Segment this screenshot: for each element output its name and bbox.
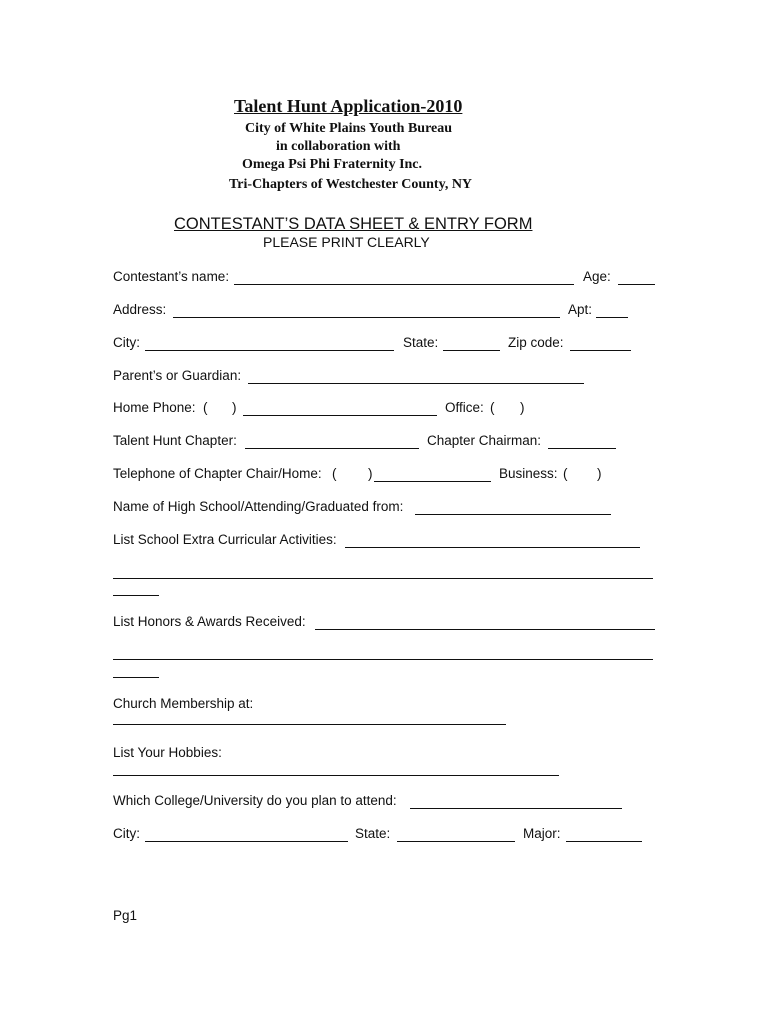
college-state-field[interactable]: [397, 841, 515, 842]
form-title: CONTESTANT’S DATA SHEET & ENTRY FORM: [174, 215, 533, 233]
header-line-chapters: Tri-Chapters of Westchester County, NY: [229, 177, 473, 192]
chapter-chairman-field[interactable]: [548, 448, 616, 449]
parent-guardian-label: Parent’s or Guardian:: [113, 368, 242, 383]
church-membership-label: Church Membership at:: [113, 696, 254, 711]
age-field[interactable]: [618, 284, 655, 285]
college-city-label: City:: [113, 826, 140, 841]
talent-hunt-chapter-field[interactable]: [245, 448, 419, 449]
apt-label: Apt:: [568, 302, 593, 317]
parent-guardian-field[interactable]: [248, 383, 584, 384]
high-school-label: Name of High School/Attending/Graduated from:: [113, 499, 404, 514]
extracurricular-label: List School Extra Curricular Activities:: [113, 532, 337, 547]
home-phone-field[interactable]: [243, 415, 437, 416]
college-city-field[interactable]: [145, 841, 348, 842]
zip-code-label: Zip code:: [508, 335, 564, 350]
page-number: Pg1: [113, 908, 138, 923]
college-field[interactable]: [410, 808, 622, 809]
state-label: State:: [403, 335, 439, 350]
extracurricular-field[interactable]: [345, 547, 640, 548]
business-area-close: ): [597, 466, 602, 481]
college-label: Which College/University do you plan to attend:: [113, 793, 397, 808]
church-membership-field[interactable]: [113, 724, 506, 725]
talent-hunt-chapter-label: Talent Hunt Chapter:: [113, 433, 237, 448]
hobbies-label: List Your Hobbies:: [113, 745, 222, 760]
chapter-chair-phone-field[interactable]: [374, 481, 491, 482]
apt-field[interactable]: [596, 317, 628, 318]
zip-code-field[interactable]: [570, 350, 631, 351]
application-title: Talent Hunt Application-2010: [234, 96, 463, 116]
state-field[interactable]: [443, 350, 500, 351]
header-line-organizer: City of White Plains Youth Bureau: [245, 121, 453, 136]
header-line-collaboration: in collaboration with: [276, 139, 401, 154]
chapter-chair-area-open: (: [332, 466, 337, 481]
address-label: Address:: [113, 302, 167, 317]
college-state-label: State:: [355, 826, 391, 841]
business-label: Business:: [499, 466, 558, 481]
major-field[interactable]: [566, 841, 642, 842]
office-area-open: (: [490, 400, 495, 415]
office-label: Office:: [445, 400, 484, 415]
city-label: City:: [113, 335, 140, 350]
form-subtitle: PLEASE PRINT CLEARLY: [263, 234, 430, 250]
chapter-chairman-label: Chapter Chairman:: [427, 433, 542, 448]
hobbies-field[interactable]: [113, 775, 559, 776]
honors-awards-field[interactable]: [315, 629, 655, 630]
honors-awards-label: List Honors & Awards Received:: [113, 614, 306, 629]
high-school-field[interactable]: [415, 514, 611, 515]
home-phone-area-open: (: [203, 400, 208, 415]
chapter-chair-phone-label: Telephone of Chapter Chair/Home:: [113, 466, 322, 481]
honors-awards-line-3[interactable]: [113, 677, 159, 678]
chapter-chair-area-close: ): [368, 466, 373, 481]
major-label: Major:: [523, 826, 561, 841]
address-field[interactable]: [173, 317, 560, 318]
age-label: Age:: [583, 269, 611, 284]
home-phone-area-close: ): [232, 400, 237, 415]
header-line-fraternity: Omega Psi Phi Fraternity Inc.: [242, 157, 423, 172]
contestant-name-field[interactable]: [234, 284, 574, 285]
office-area-close: ): [520, 400, 525, 415]
home-phone-label: Home Phone:: [113, 400, 196, 415]
contestant-name-label: Contestant’s name:: [113, 269, 230, 284]
extracurricular-line-3[interactable]: [113, 595, 159, 596]
honors-awards-line-2[interactable]: [113, 659, 653, 660]
business-area-open: (: [563, 466, 568, 481]
city-field[interactable]: [145, 350, 394, 351]
extracurricular-line-2[interactable]: [113, 578, 653, 579]
